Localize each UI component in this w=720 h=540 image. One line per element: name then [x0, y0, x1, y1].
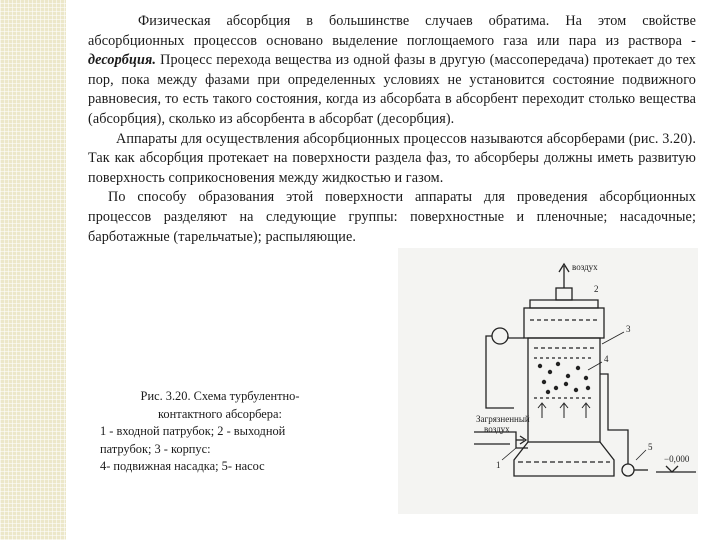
polluted-air-label-line-1: Загрязненный — [476, 414, 530, 424]
absorber-diagram — [398, 248, 698, 514]
caption-legend-line-2: патрубок; 3 - корпус: — [100, 441, 211, 456]
datum-mark — [666, 466, 678, 472]
callout-1: 1 — [496, 460, 501, 470]
paragraph-desorption-part-b: Процесс перехода вещества из одной фазы в другую (массопередача) протекает до тех пор, пока между фазами при определенных условиях не установится состояние подвижного равновесия, то есть такого состояния, когда из абсорбата в абсорбент переходит столько вещества (абсорбция), сколько из абсорбента в абсорбат (десорбция). — [88, 52, 696, 127]
movable-packing — [538, 362, 590, 394]
term-desorption: десорбция. — [88, 52, 156, 69]
paragraph-groups: По способу образования этой поверхности аппараты для проведения абсорбционных процессов разделяют на следующие группы: поверхностные и пленочные; насадочные; барботажные (тарельчатые); распыляющие. — [88, 189, 696, 245]
lower-cone — [514, 442, 614, 476]
paragraph-desorption-part-a: Физическая абсорбция в большинстве случаев обратима. На этом свойстве абсорбционных процессов основано выделение поглощаемого газа или пара из раствора - — [88, 13, 696, 49]
leader-1 — [502, 448, 516, 460]
absorber-body — [528, 338, 600, 442]
upper-chamber — [524, 308, 604, 338]
outlet-pipe — [556, 288, 572, 300]
paragraph-absorbers: Аппараты для осуществления абсорбционных процессов называются абсорберами (рис. 3.20). Так как абсорбция протекает на поверхности раздела фаз, то абсорберы должны иметь развитую поверхность соприкосновения между жидкостью и газом. — [88, 130, 696, 186]
caption-title-line-2: контактного абсорбера: — [158, 406, 282, 421]
upper-hood — [530, 300, 598, 308]
absorber-schematic — [398, 248, 698, 514]
leader-5 — [636, 450, 646, 460]
polluted-air-label-line-2: воздух — [484, 424, 510, 434]
liquid-line-left — [486, 336, 514, 408]
air-outlet-label: воздух — [572, 262, 598, 272]
pump — [622, 464, 634, 476]
callout-3: 3 — [626, 324, 631, 334]
paragraph-desorption — [88, 12, 696, 130]
caption-legend-line-3: 4- подвижная насадка; 5- насос — [100, 459, 265, 473]
body-text — [88, 12, 696, 247]
caption-title-line-1: Рис. 3.20. Схема турбулентно- — [140, 389, 300, 403]
figure-caption — [100, 388, 340, 476]
pump-line — [600, 374, 628, 464]
datum-level-label: −0,000 — [664, 454, 690, 464]
decorative-side-strip — [0, 0, 66, 540]
callout-5: 5 — [648, 442, 653, 452]
callout-2: 2 — [594, 284, 599, 294]
circulation-tank — [492, 328, 508, 344]
callout-4: 4 — [604, 354, 609, 364]
caption-legend-line-1: 1 - входной патрубок; 2 - выходной — [100, 424, 286, 438]
polluted-air-label — [476, 414, 530, 434]
leader-3 — [602, 332, 624, 344]
gas-flow-arrows — [538, 403, 590, 418]
liquid-line-top — [508, 336, 524, 338]
